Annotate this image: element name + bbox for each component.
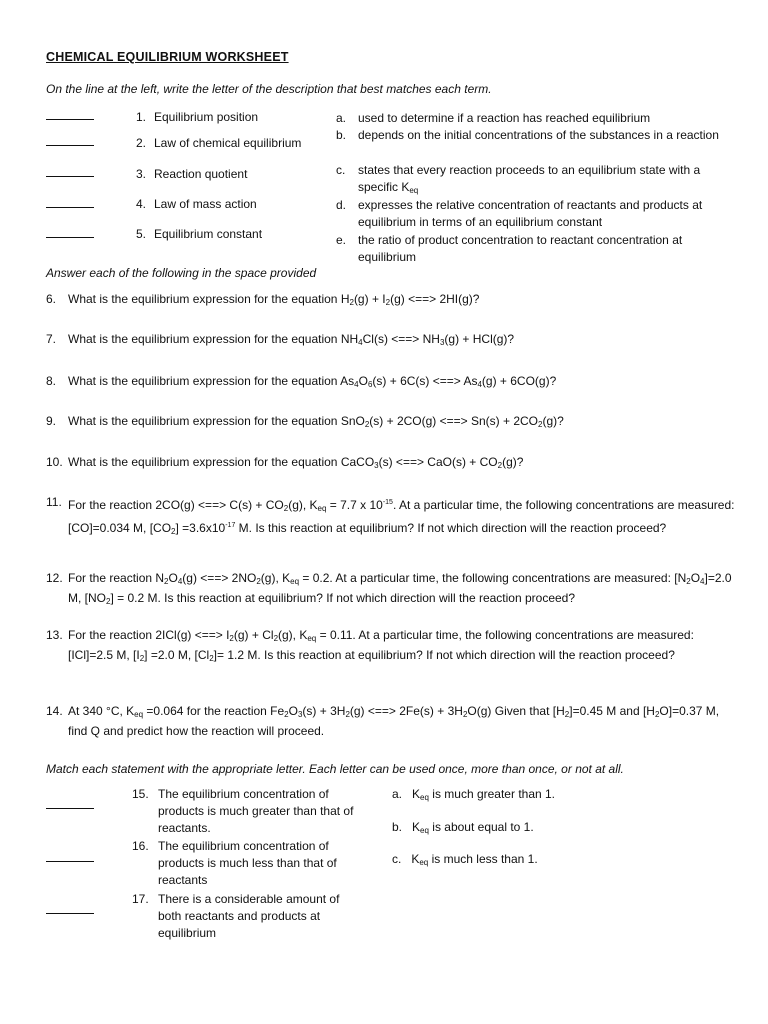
keq-option-a: a. $K_{eq}$ is much greater than 1. bbox=[392, 787, 556, 802]
keq-option-c: c. $K_{eq}$ is much less than 1. bbox=[392, 852, 538, 867]
term-row-3 bbox=[46, 166, 94, 180]
answer-instruction: Answer each of the following in the space provided bbox=[46, 266, 317, 280]
answer-blank-5[interactable] bbox=[46, 236, 94, 238]
answer-blank-3[interactable] bbox=[46, 175, 94, 177]
term-row-1 bbox=[46, 109, 94, 123]
answer-blank-15[interactable] bbox=[46, 798, 94, 812]
description-b: b. depends on the initial concentrations of the substances in a reaction bbox=[336, 128, 719, 142]
description-a: a. used to determine if a reaction has reached equilibrium bbox=[336, 111, 651, 125]
term-3: 3. Reaction quotient bbox=[136, 167, 248, 181]
question-8: 8. What is the equilibrium expression for the equation $As_4O_6(s) + 6C(s)$ <==> $As_4(g) + 6CO(g)$? bbox=[46, 374, 557, 389]
question-6: 6. What is the equilibrium expression for the equation $H_2(g) + I_2(g)$ <==> 2HI(g)? bbox=[46, 292, 480, 307]
description-e: e. the ratio of product concentration to reactant concentration at equilibrium bbox=[336, 233, 683, 264]
statement-instruction: Match each statement with the appropriate letter. Each letter can be used once, more than once, or not at all. bbox=[46, 762, 624, 776]
question-14: 14. At 340 °C, $K_{eq} =0.064$ for the reaction $Fe_2O_3(s) + 3H_2(g)$ <==> $2Fe(s) + 3H_2O(g)$ Given that $[H_2]=0.45$ M and $[H_2O]=0.37$ M, find Q and predict how the reaction will proceed. bbox=[46, 704, 720, 738]
question-10: 10. What is the equilibrium expression for the equation CaCO$_3$(s) <==> $CaO(s) + CO_2(g)$? bbox=[46, 455, 524, 470]
matching-instruction: On the line at the left, write the letter of the description that best matches each term. bbox=[46, 82, 492, 96]
answer-blank-2[interactable] bbox=[46, 144, 94, 146]
description-c: c. states that every reaction proceeds to an equilibrium state with a specific $K_{eq}$ bbox=[336, 163, 701, 195]
term-row-5 bbox=[46, 227, 94, 241]
term-row-4 bbox=[46, 197, 94, 211]
worksheet-title: CHEMICAL EQUILIBRIUM WORKSHEET bbox=[46, 50, 289, 64]
answer-blank-17[interactable] bbox=[46, 903, 94, 917]
question-7: 7. What is the equilibrium expression for the equation $NH_4Cl(s)$ <==> $NH_3(g) + HCl(g)$? bbox=[46, 332, 515, 347]
term-1: 1. Equilibrium position bbox=[136, 110, 259, 124]
term-2: 2. Law of chemical equilibrium bbox=[136, 136, 302, 150]
question-13: 13. For the reaction 2ICl(g) <==> $I_2(g) + Cl_2(g)$, $K_{eq} = 0.11$. At a particular time, the following concentrations are measured: [ICl]=2.5 M, $[I_2] =2.0$ M, $[Cl_2]= 1.2$ M. Is this reaction at equilibrium? If not which direction will the reaction proceed? bbox=[46, 628, 694, 663]
description-d: d. expresses the relative concentration of reactants and products at equilibrium in terms of an equilibrium constant bbox=[336, 198, 703, 229]
statement-17: 17. There is a considerable amount of both reactants and products at equilibrium bbox=[132, 892, 340, 940]
answer-blank-1[interactable] bbox=[46, 118, 94, 120]
term-row-2 bbox=[46, 135, 94, 149]
question-9: 9. What is the equilibrium expression for the equation SnO$_2$(s) + 2CO(g) <==> $Sn(s) + 2CO_2(g)$? bbox=[46, 414, 564, 429]
answer-blank-4[interactable] bbox=[46, 206, 94, 208]
answer-blank-16[interactable] bbox=[46, 851, 94, 865]
question-11: 11. For the reaction 2CO(g) <==> $C(s) + CO_2(g)$, $K_{eq} = 7.7$ x $10^{-15}$. At a particular time, the following concentrations are measured: [CO]=0.034 M, $[CO_2] =3.6x10^{-17}$ M. Is this reaction at equilibrium? If not which direction will the reaction proceed? bbox=[46, 495, 735, 536]
question-12: 12. For the reaction $N_2O_4(g)$ <==> $2NO_2(g)$, $K_{eq} = 0.2$. At a particular time, the following concentrations are measured: $[N_2O_4]=2.0$ M, $[NO_2] = 0.2$ M. Is this reaction at equilibrium? If not which direction will the reaction proceed? bbox=[46, 571, 732, 606]
term-4: 4. Law of mass action bbox=[136, 197, 257, 211]
keq-option-b: b. $K_{eq}$ is about equal to 1. bbox=[392, 820, 534, 835]
term-5: 5. Equilibrium constant bbox=[136, 227, 263, 241]
statement-16: 16. The equilibrium concentration of products is much less than that of reactants bbox=[132, 839, 337, 887]
statement-15: 15. The equilibrium concentration of products is much greater than that of reactants. bbox=[132, 787, 354, 835]
